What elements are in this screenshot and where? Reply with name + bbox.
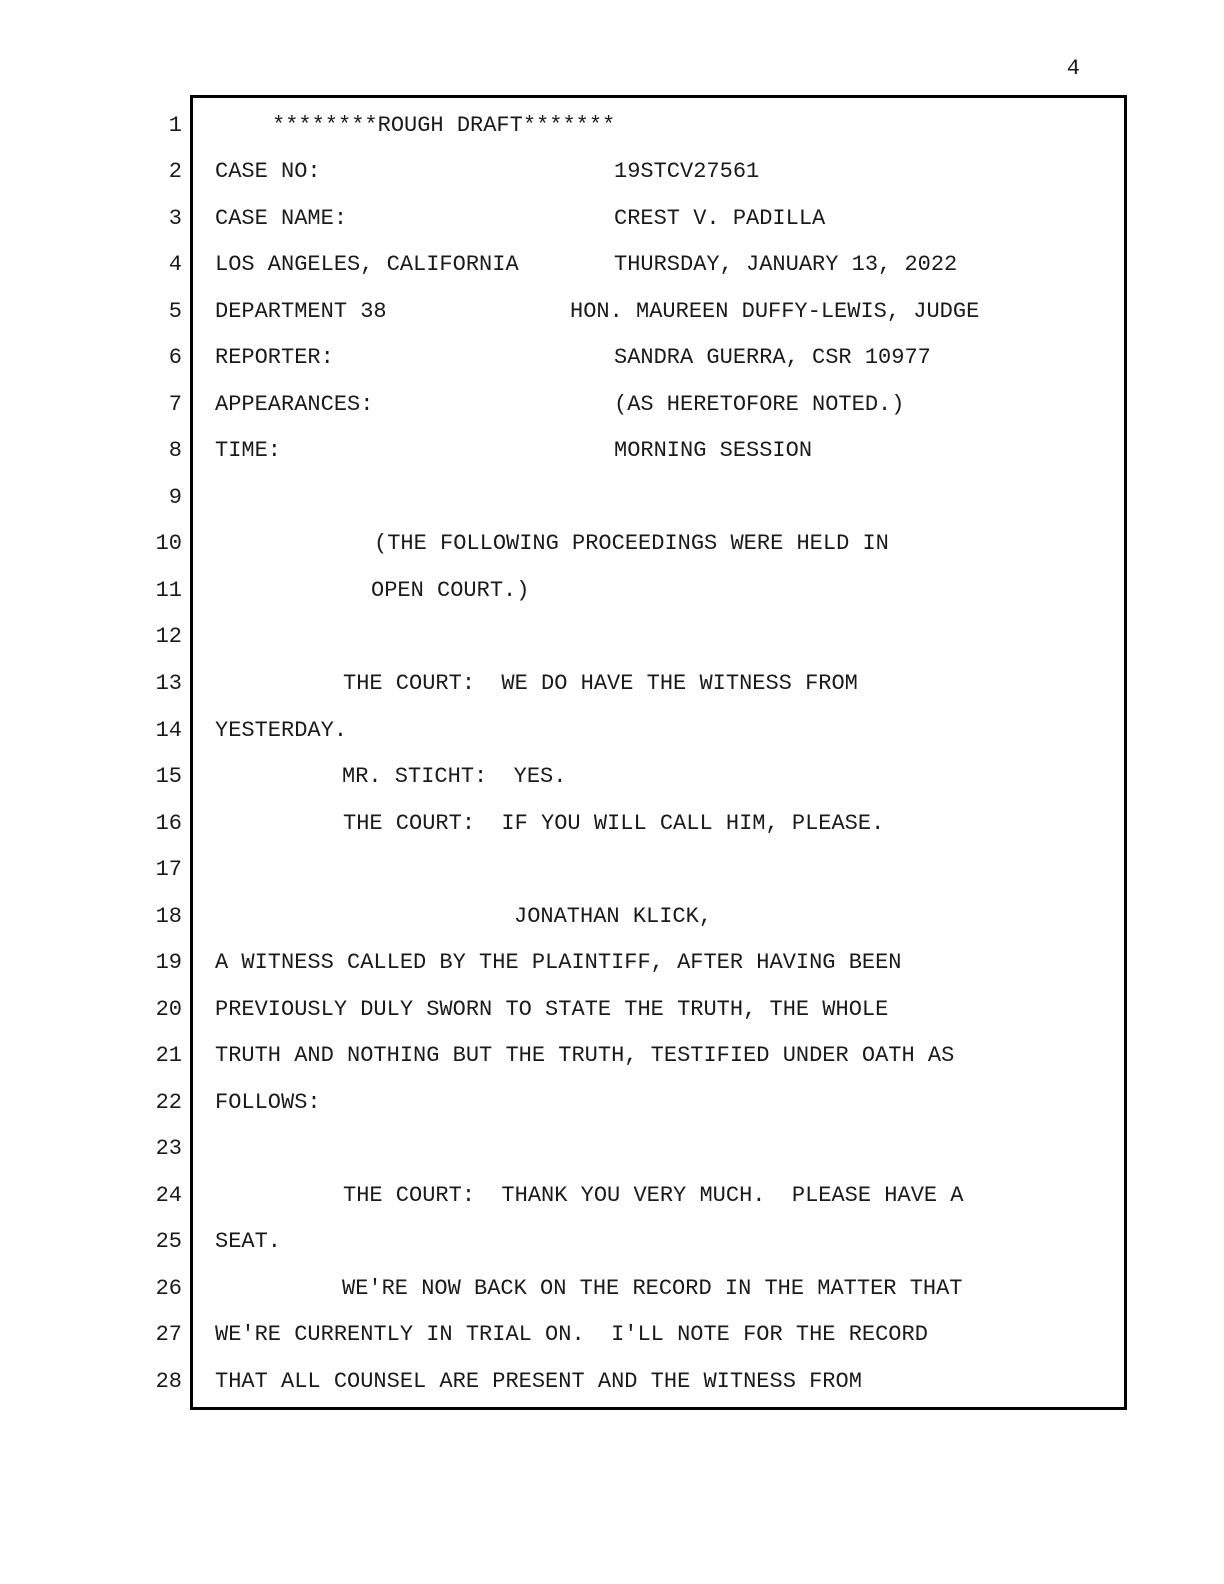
judge-value: HON. MAUREEN DUFFY-LEWIS, JUDGE xyxy=(570,299,980,324)
line-number: 14 xyxy=(155,718,182,743)
time-label: TIME: xyxy=(215,438,282,463)
line-number: 11 xyxy=(155,578,182,603)
case-name-label: CASE NAME: xyxy=(215,206,348,231)
line-number: 10 xyxy=(155,531,182,556)
appearances-value: (AS HERETOFORE NOTED.) xyxy=(614,392,905,417)
transcript-frame xyxy=(190,95,1127,1410)
reporter-value: SANDRA GUERRA, CSR 10977 xyxy=(614,345,931,370)
reporter-label: REPORTER: xyxy=(215,345,334,370)
line-number: 8 xyxy=(168,438,182,463)
line-number: 2 xyxy=(168,159,182,184)
transcript-line: WE'RE NOW BACK ON THE RECORD IN THE MATTER THAT xyxy=(342,1276,963,1301)
case-number-label: CASE NO: xyxy=(215,159,321,184)
line-number: 13 xyxy=(155,671,182,696)
line-number: 7 xyxy=(168,392,182,417)
line-number: 22 xyxy=(155,1090,182,1115)
line-number: 4 xyxy=(168,252,182,277)
case-number-value: 19STCV27561 xyxy=(614,159,760,184)
transcript-line: THE COURT: WE DO HAVE THE WITNESS FROM xyxy=(343,671,858,696)
line-number: 9 xyxy=(168,485,182,510)
transcript-line: (THE FOLLOWING PROCEEDINGS WERE HELD IN xyxy=(374,531,889,556)
line-number: 5 xyxy=(168,299,182,324)
transcript-line: OPEN COURT.) xyxy=(371,578,530,603)
line-number: 1 xyxy=(168,113,182,138)
line-number: 26 xyxy=(155,1276,182,1301)
line-number: 3 xyxy=(168,206,182,231)
line-number: 19 xyxy=(155,950,182,975)
line-number: 27 xyxy=(155,1322,182,1347)
line-number: 6 xyxy=(168,345,182,370)
transcript-line: MR. STICHT: YES. xyxy=(342,764,567,789)
date-value: THURSDAY, JANUARY 13, 2022 xyxy=(614,252,958,277)
department-label: DEPARTMENT 38 xyxy=(215,299,387,324)
line-number: 12 xyxy=(155,624,182,649)
transcript-line: A WITNESS CALLED BY THE PLAINTIFF, AFTER HAVING BEEN xyxy=(215,950,902,975)
transcript-line: THE COURT: IF YOU WILL CALL HIM, PLEASE. xyxy=(343,811,885,836)
page-number: 4 xyxy=(1066,56,1080,81)
line-number: 20 xyxy=(155,997,182,1022)
line-number: 25 xyxy=(155,1229,182,1254)
time-value: MORNING SESSION xyxy=(614,438,813,463)
transcript-line: THE COURT: THANK YOU VERY MUCH. PLEASE HAVE A xyxy=(343,1183,964,1208)
transcript-line: WE'RE CURRENTLY IN TRIAL ON. I'LL NOTE FOR THE RECORD xyxy=(215,1322,928,1347)
appearances-label: APPEARANCES: xyxy=(215,392,374,417)
line-number: 17 xyxy=(155,857,182,882)
transcript-line: YESTERDAY. xyxy=(215,718,348,743)
case-name-value: CREST V. PADILLA xyxy=(614,206,826,231)
transcript-line: TRUTH AND NOTHING BUT THE TRUTH, TESTIFIED UNDER OATH AS xyxy=(215,1043,955,1068)
transcript-line: FOLLOWS: xyxy=(215,1090,321,1115)
transcript-line: PREVIOUSLY DULY SWORN TO STATE THE TRUTH, THE WHOLE xyxy=(215,997,889,1022)
line-number: 21 xyxy=(155,1043,182,1068)
line-number: 18 xyxy=(155,904,182,929)
line-number: 23 xyxy=(155,1136,182,1161)
line-number: 15 xyxy=(155,764,182,789)
rough-draft-header: ********ROUGH DRAFT******* xyxy=(272,113,616,138)
line-number: 24 xyxy=(155,1183,182,1208)
line-number: 16 xyxy=(155,811,182,836)
transcript-line: THAT ALL COUNSEL ARE PRESENT AND THE WITNESS FROM xyxy=(215,1369,862,1394)
witness-name: JONATHAN KLICK, xyxy=(514,904,713,929)
transcript-line: SEAT. xyxy=(215,1229,282,1254)
location-label: LOS ANGELES, CALIFORNIA xyxy=(215,252,519,277)
line-number: 28 xyxy=(155,1369,182,1394)
